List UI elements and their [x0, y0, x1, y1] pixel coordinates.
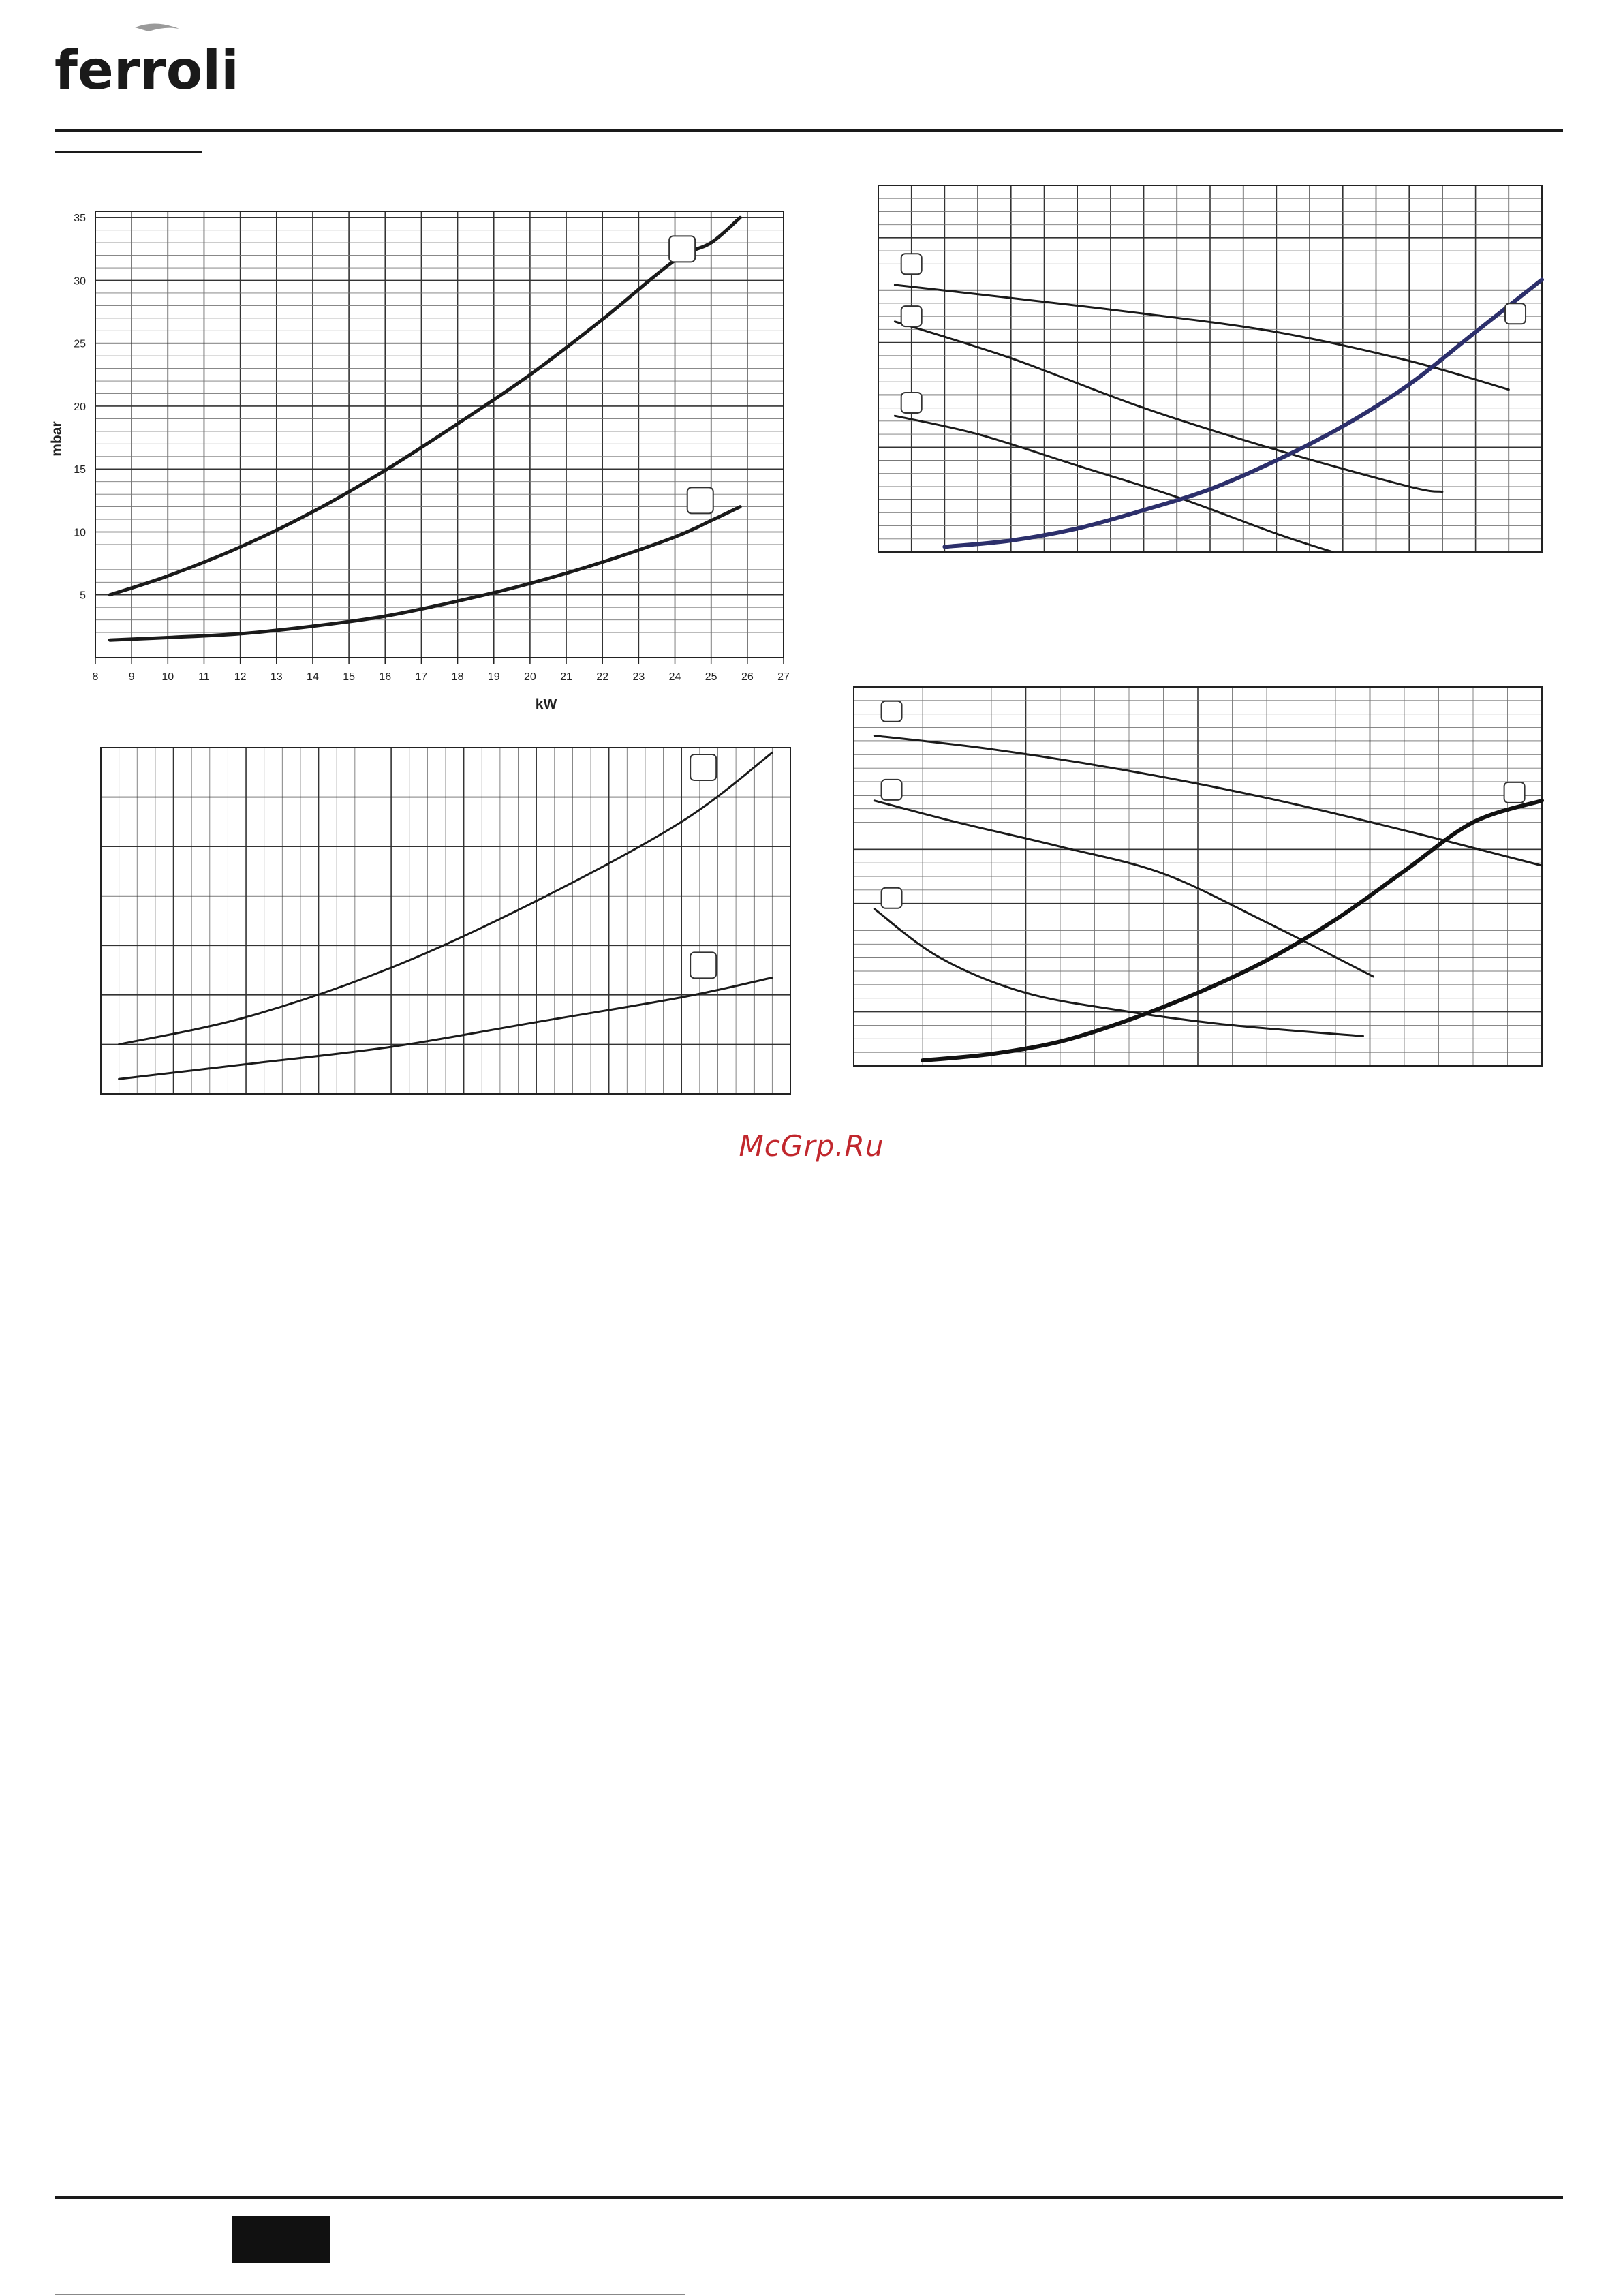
curve-label-box-4 [1504, 782, 1525, 803]
watermark-text: McGrp.Ru [739, 1129, 884, 1163]
y-tick-label: 30 [74, 275, 86, 288]
curve-label-box-3 [882, 888, 902, 908]
curve-label-box-1 [690, 754, 716, 780]
pressure-loss-chart [89, 739, 804, 1101]
x-tick-label: 21 [560, 671, 572, 683]
x-tick-label: 17 [415, 671, 428, 683]
curve-label-box-2 [901, 306, 922, 326]
curve-label-box-1 [901, 254, 922, 274]
x-tick-label: 15 [343, 671, 356, 683]
series-line-2 [895, 322, 1442, 492]
y-tick-label: 10 [74, 527, 86, 539]
x-axis-label: kW [535, 697, 557, 712]
y-tick-label: 20 [74, 401, 86, 413]
curve-label-box-2 [882, 780, 902, 800]
curve-label-box-3 [901, 393, 922, 413]
x-tick-label: 27 [777, 671, 790, 683]
footer-rule [55, 2196, 1563, 2199]
chart-grid [854, 687, 1542, 1066]
x-tick-label: 25 [705, 671, 717, 683]
x-tick-label: 13 [270, 671, 283, 683]
series-line-1 [874, 736, 1542, 866]
pump-head-chart-bottom [841, 680, 1550, 1075]
x-tick-label: 26 [741, 671, 754, 683]
x-tick-label: 12 [234, 671, 247, 683]
header-rule [55, 129, 1563, 132]
pump-head-chart-top [869, 179, 1550, 560]
series-line-3 [874, 909, 1363, 1037]
y-tick-label: 25 [74, 338, 86, 350]
section-rule [55, 151, 202, 153]
curve-label-box-1 [669, 236, 695, 262]
x-tick-label: 11 [198, 671, 210, 683]
x-tick-label: 10 [161, 671, 174, 683]
x-tick-label: 24 [668, 671, 681, 683]
series-line-1 [895, 285, 1509, 390]
curve-label-box-1 [882, 701, 902, 722]
series-line-2 [874, 801, 1373, 977]
x-tick-label: 16 [379, 671, 392, 683]
page-number-box [232, 2216, 330, 2263]
gas-pressure-chart [41, 198, 804, 716]
x-tick-label: 22 [596, 671, 609, 683]
chart-grid [101, 748, 790, 1094]
y-tick-label: 15 [74, 464, 86, 476]
bottom-rule [55, 2294, 685, 2295]
x-tick-label: 23 [632, 671, 645, 683]
curve-label-box-4 [1505, 303, 1526, 324]
svg-text:ferroli: ferroli [55, 40, 239, 102]
chart-grid [878, 185, 1542, 552]
ferroli-logo [53, 20, 239, 102]
y-tick-label: 35 [74, 213, 86, 225]
curve-label-box-2 [687, 487, 713, 513]
x-tick-label: 14 [307, 671, 319, 683]
x-tick-label: 20 [523, 671, 536, 683]
curve-label-box-2 [690, 952, 716, 978]
x-tick-label: 9 [128, 671, 135, 683]
y-tick-label: 5 [80, 590, 86, 602]
logo-swoosh-icon [135, 23, 179, 31]
x-tick-label: 18 [451, 671, 464, 683]
y-axis-label: mbar [49, 421, 65, 457]
series-line-3 [895, 416, 1333, 552]
x-tick-label: 19 [487, 671, 500, 683]
x-tick-label: 8 [92, 671, 99, 683]
